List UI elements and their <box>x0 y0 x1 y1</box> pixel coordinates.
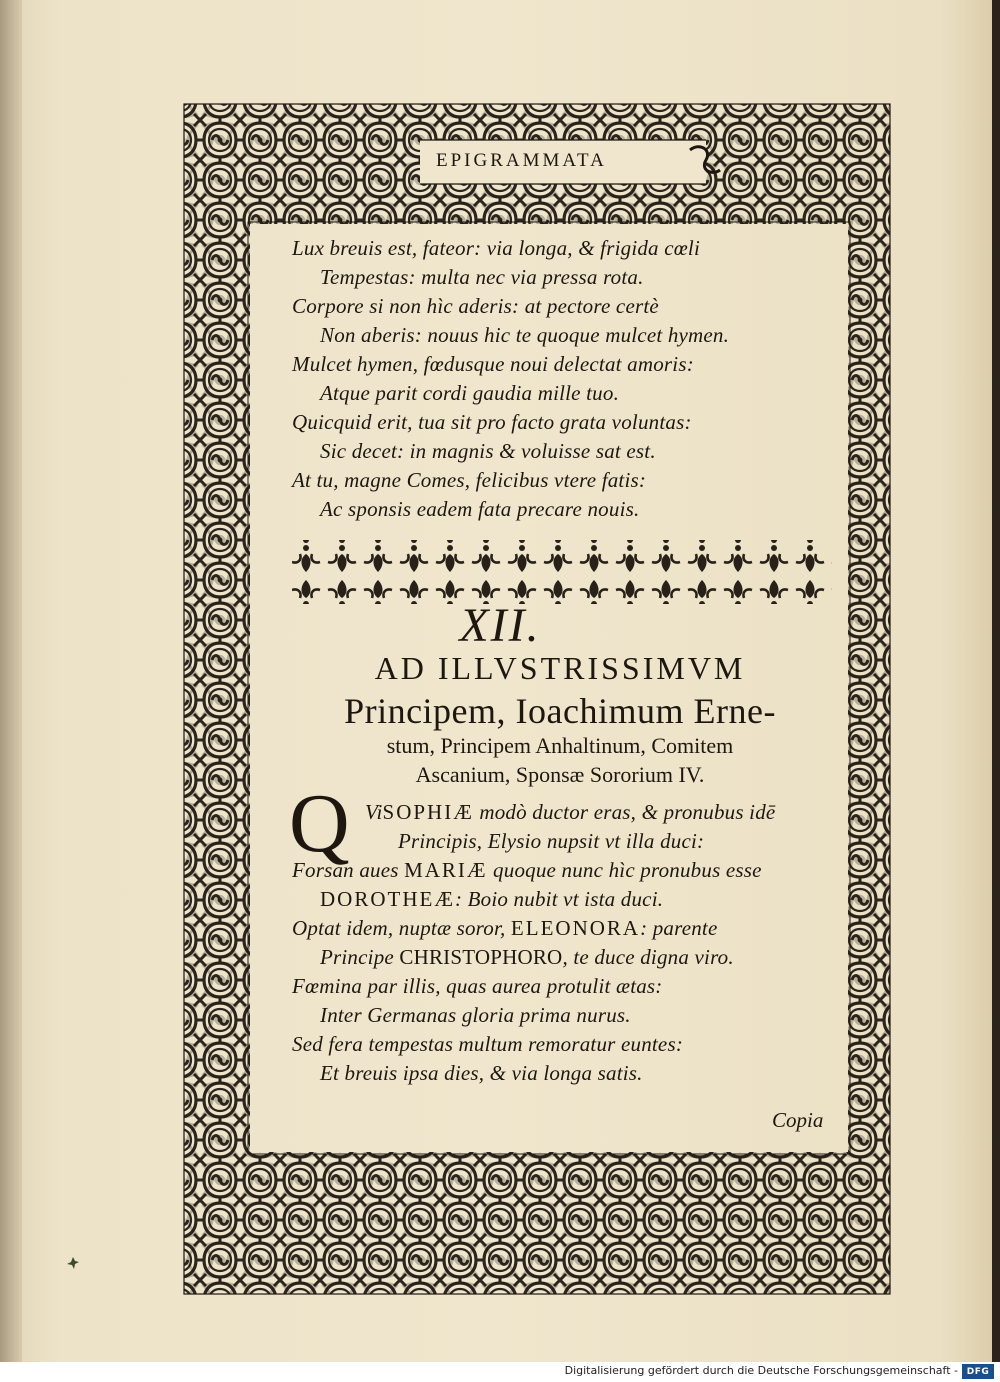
poem-2-text: : Boio nubit vt ista duci. <box>455 887 664 911</box>
poem-2-name: DOROTHEÆ <box>320 887 455 911</box>
poem-2-text: quoque nunc hìc pronubus esse <box>487 858 762 882</box>
poem-2-line: Principis, Elysio nupsit vt illa duci: <box>398 829 705 853</box>
poem-1-line: At tu, magne Comes, felicibus vtere fatis: <box>292 468 647 492</box>
poem-2-text: , te duce digna viro. <box>562 945 734 969</box>
poem-2-text: Forsan aues <box>292 858 405 882</box>
drop-cap: Q <box>289 777 350 870</box>
poem-2-line: Fœmina par illis, quas aurea protulit ætas: <box>292 974 663 998</box>
poem-2-text: : parente <box>640 916 718 940</box>
poem-2-name: CHRISTOPHORO <box>399 945 563 969</box>
poem-1-line: Corpore si non hìc aderis: at pectore certè <box>292 294 659 318</box>
poem-2-text: Principe <box>320 945 400 969</box>
poem-2-line: Et breuis ipsa dies, & via longa satis. <box>320 1061 643 1085</box>
footer-bar <box>0 1362 1000 1382</box>
poem-2-line <box>320 945 734 970</box>
poem-2-text: Optat idem, nuptæ soror, <box>292 916 511 940</box>
poem-1-line: Non aberis: nouus hic te quoque mulcet hymen. <box>320 323 730 347</box>
poem-2-name: ELEONORA <box>510 916 641 940</box>
poem-2-name: SOPHIÆ <box>382 800 474 824</box>
poem-1-line: Lux breuis est, fateor: via longa, & frigida cœli <box>292 236 701 260</box>
title-line: Principem, Ioachimum Erne- <box>344 691 776 731</box>
title-line: Ascanium, Sponsæ Sororium IV. <box>415 762 705 787</box>
poem-1-line: Tempestas: multa nec via pressa rota. <box>320 265 644 289</box>
poem-1-line: Mulcet hymen, fœdusque noui delectat amoris: <box>292 352 694 376</box>
poem-2-text: modò ductor eras, & pronubus idē <box>473 800 776 824</box>
running-head: EPIGRAMMATA <box>436 150 607 171</box>
poem-2-text: Vi <box>365 800 383 824</box>
poem-1-line: Ac sponsis eadem fata precare nouis. <box>320 497 640 521</box>
section-number: XII. <box>459 599 541 652</box>
title-line: AD ILLVSTRISSIMVM <box>374 650 746 686</box>
poem-2-line <box>292 858 762 883</box>
dfg-logo: DFG <box>962 1364 994 1379</box>
title-line: stum, Principem Anhaltinum, Comitem <box>386 733 734 758</box>
poem-2-line <box>365 800 775 825</box>
poem-2-line: Inter Germanas gloria prima nurus. <box>320 1003 631 1027</box>
catchword: Copia <box>772 1108 824 1132</box>
poem-1-line: Sic decet: in magnis & voluisse sat est. <box>320 439 656 463</box>
ink-spot-icon <box>66 1256 80 1270</box>
poem-1-line: Quicquid erit, tua sit pro facto grata voluntas: <box>292 410 692 434</box>
poem-2-name: MARIÆ <box>404 858 488 882</box>
poem-2-line: Sed fera tempestas multum remoratur euntes: <box>292 1032 684 1056</box>
funding-note: Digitalisierung gefördert durch die Deutsche Forschungsgemeinschaft - <box>564 1364 958 1377</box>
poem-1-line: Atque parit cordi gaudia mille tuo. <box>320 381 620 405</box>
poem-2-line <box>320 887 663 912</box>
poem-2-line <box>292 916 718 941</box>
